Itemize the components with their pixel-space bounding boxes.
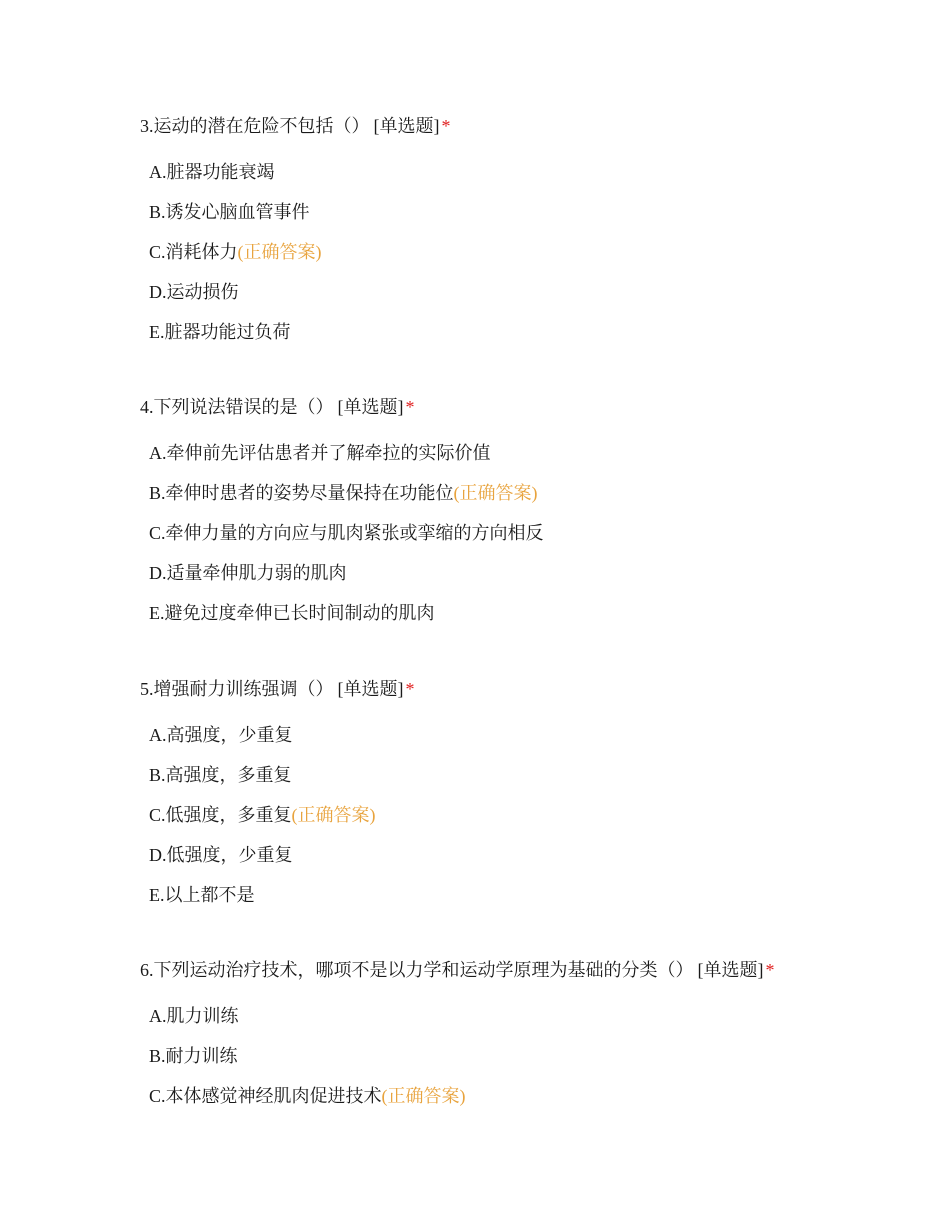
option-text: C.本体感觉神经肌肉促进技术 — [149, 1086, 382, 1106]
option-d[interactable] — [149, 561, 920, 585]
option-text: A.高强度，少重复 — [149, 725, 293, 745]
option-text: B.耐力训练 — [149, 1046, 238, 1066]
correct-answer-tag: (正确答案) — [237, 242, 322, 262]
option-b[interactable] — [149, 481, 920, 505]
option-list — [140, 441, 920, 625]
question-text: 3.运动的潜在危险不包括（） — [140, 116, 370, 136]
question-type-tag: [单选题] — [337, 679, 404, 699]
option-b[interactable] — [149, 763, 920, 787]
option-list — [140, 1004, 920, 1108]
option-d[interactable] — [149, 280, 920, 304]
option-text: C.低强度，多重复 — [149, 805, 292, 825]
option-text: D.低强度，少重复 — [149, 845, 293, 865]
option-b[interactable] — [149, 200, 920, 224]
option-c[interactable] — [149, 240, 920, 264]
question-6 — [140, 958, 920, 1124]
option-a[interactable] — [149, 160, 920, 184]
required-mark: * — [765, 960, 775, 980]
option-text: D.运动损伤 — [149, 282, 239, 302]
option-text: B.高强度，多重复 — [149, 765, 292, 785]
correct-answer-tag: (正确答案) — [453, 483, 538, 503]
option-list — [140, 723, 920, 907]
question-title — [140, 958, 920, 982]
option-d[interactable] — [149, 843, 920, 867]
option-c[interactable] — [149, 803, 920, 827]
option-e[interactable] — [149, 601, 920, 625]
question-type-tag: [单选题] — [697, 960, 764, 980]
option-c[interactable] — [149, 521, 920, 545]
option-list — [140, 160, 920, 344]
question-type-tag: [单选题] — [373, 116, 440, 136]
question-4 — [140, 395, 920, 641]
option-text: A.脏器功能衰竭 — [149, 162, 275, 182]
question-3 — [140, 114, 920, 360]
option-text: A.肌力训练 — [149, 1006, 239, 1026]
question-text: 4.下列说法错误的是（） — [140, 397, 334, 417]
question-type-tag: [单选题] — [337, 397, 404, 417]
option-b[interactable] — [149, 1044, 920, 1068]
option-e[interactable] — [149, 320, 920, 344]
option-text: A.牵伸前先评估患者并了解牵拉的实际价值 — [149, 443, 491, 463]
option-text: C.消耗体力 — [149, 242, 238, 262]
question-title — [140, 677, 920, 701]
correct-answer-tag: (正确答案) — [291, 805, 376, 825]
option-a[interactable] — [149, 1004, 920, 1028]
option-a[interactable] — [149, 441, 920, 465]
correct-answer-tag: (正确答案) — [381, 1086, 466, 1106]
question-text: 6.下列运动治疗技术，哪项不是以力学和运动学原理为基础的分类（） — [140, 960, 694, 980]
option-text: E.以上都不是 — [149, 885, 255, 905]
required-mark: * — [441, 116, 451, 136]
option-c[interactable] — [149, 1084, 920, 1108]
required-mark: * — [405, 397, 415, 417]
question-text: 5.增强耐力训练强调（） — [140, 679, 334, 699]
question-title — [140, 395, 920, 419]
option-text: B.诱发心脑血管事件 — [149, 202, 310, 222]
option-text: E.脏器功能过负荷 — [149, 322, 291, 342]
question-title — [140, 114, 920, 138]
option-e[interactable] — [149, 883, 920, 907]
option-text: C.牵伸力量的方向应与肌肉紧张或挛缩的方向相反 — [149, 523, 544, 543]
option-text: E.避免过度牵伸已长时间制动的肌肉 — [149, 603, 435, 623]
required-mark: * — [405, 679, 415, 699]
option-a[interactable] — [149, 723, 920, 747]
option-text: B.牵伸时患者的姿势尽量保持在功能位 — [149, 483, 454, 503]
option-text: D.适量牵伸肌力弱的肌肉 — [149, 563, 347, 583]
question-5 — [140, 677, 920, 923]
